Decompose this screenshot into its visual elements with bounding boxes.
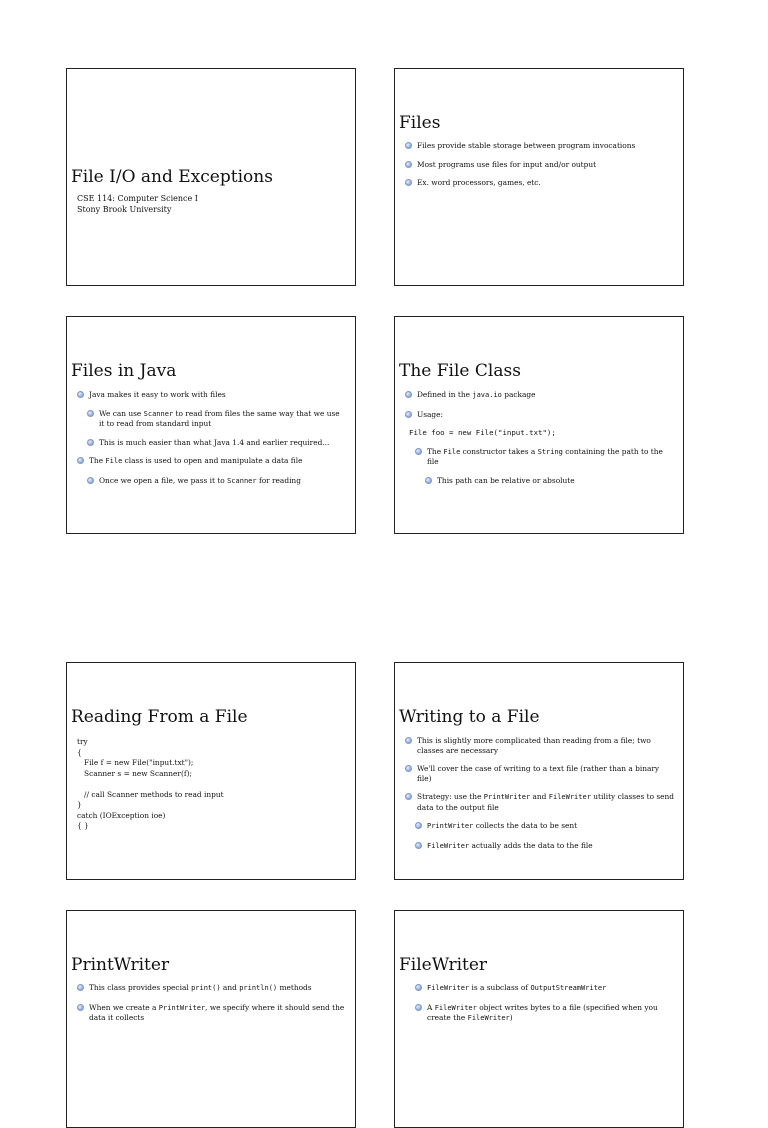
slide-files-in-java [66, 316, 356, 534]
bullet-list [405, 736, 675, 860]
bullet-icon [405, 142, 412, 149]
bullet-list [77, 983, 347, 1032]
bullet-item: The File constructor takes a String containing the path to the file [415, 447, 675, 467]
slide-title: File I/O and Exceptions [71, 167, 273, 187]
slide-the-file-class [394, 316, 684, 534]
bullet-item: FileWriter is a subclass of OutputStreamWriter [415, 983, 675, 994]
bullet-item: The File class is used to open and manipulate a data file [77, 456, 347, 467]
slide-writing-to-file [394, 662, 684, 880]
bullet-icon [405, 179, 412, 186]
bullet-icon [415, 822, 422, 829]
bullet-icon [405, 391, 412, 398]
bullet-item: This path can be relative or absolute [425, 476, 675, 486]
bullet-item: When we create a PrintWriter, we specify where it should send the data it collects [77, 1003, 347, 1023]
slide-title: Writing to a File [399, 707, 540, 727]
slide-title: FileWriter [399, 955, 488, 975]
bullet-icon [415, 984, 422, 991]
slide-title: PrintWriter [71, 955, 170, 975]
university-name: Stony Brook University [77, 205, 172, 214]
bullet-list [405, 983, 675, 1033]
slide-title: The File Class [399, 361, 521, 381]
bullet-icon [77, 457, 84, 464]
bullet-icon [425, 477, 432, 484]
slide-title: Reading From a File [71, 707, 248, 727]
bullet-item: Strategy: use the PrintWriter and FileWriter utility classes to send data to the output file [405, 792, 675, 812]
bullet-item: Java makes it easy to work with files [77, 390, 347, 400]
bullet-icon [77, 984, 84, 991]
slide-filewriter [394, 910, 684, 1128]
bullet-item: Most programs use files for input and/or output [405, 160, 675, 170]
bullet-list [405, 390, 675, 494]
bullet-item: Usage: [405, 410, 675, 420]
bullet-icon [405, 765, 412, 772]
code-block: try { File f = new File("input.txt"); Scanner s = new Scanner(f); // call Scanner methods to read input } catch (IOException ioe) { } [77, 737, 224, 830]
slide-printwriter [66, 910, 356, 1128]
bullet-list [405, 141, 675, 197]
course-name: CSE 114: Computer Science I [77, 194, 198, 203]
slide-title: Files in Java [71, 361, 177, 381]
bullet-icon [405, 161, 412, 168]
bullet-item: This class provides special print() and println() methods [77, 983, 347, 994]
bullet-icon [87, 477, 94, 484]
slide-reading-from-file [66, 662, 356, 880]
slide-title: Files [399, 113, 441, 133]
slide-subtitle [77, 193, 198, 215]
bullet-icon [87, 439, 94, 446]
bullet-item: This is much easier than what Java 1.4 and earlier required... [87, 438, 347, 448]
bullet-item: We'll cover the case of writing to a text file (rather than a binary file) [405, 764, 675, 783]
bullet-icon [87, 410, 94, 417]
bullet-icon [415, 448, 422, 455]
bullet-item: A FileWriter object writes bytes to a file (specified when you create the FileWriter) [415, 1003, 675, 1024]
bullet-icon [405, 411, 412, 418]
bullet-icon [77, 391, 84, 398]
bullet-icon [405, 793, 412, 800]
slide-file-io-exceptions [66, 68, 356, 286]
bullet-icon [405, 737, 412, 744]
bullet-item: We can use Scanner to read from files the same way that we use it to read from standard input [87, 409, 347, 429]
bullet-list [77, 390, 347, 495]
bullet-icon [77, 1004, 84, 1011]
bullet-item: Defined in the java.io package [405, 390, 675, 401]
bullet-icon [415, 1004, 422, 1011]
bullet-icon [415, 842, 422, 849]
slide-files [394, 68, 684, 286]
bullet-item: PrintWriter collects the data to be sent [415, 821, 675, 832]
bullet-item: FileWriter actually adds the data to the file [415, 841, 675, 852]
bullet-item: Files provide stable storage between program invocations [405, 141, 675, 151]
code-line: File foo = new File("input.txt"); [409, 428, 556, 437]
bullet-item: Ex. word processors, games, etc. [405, 178, 675, 188]
bullet-item: This is slightly more complicated than reading from a file; two classes are necessary [405, 736, 675, 755]
bullet-item: Once we open a file, we pass it to Scanner for reading [87, 476, 347, 487]
